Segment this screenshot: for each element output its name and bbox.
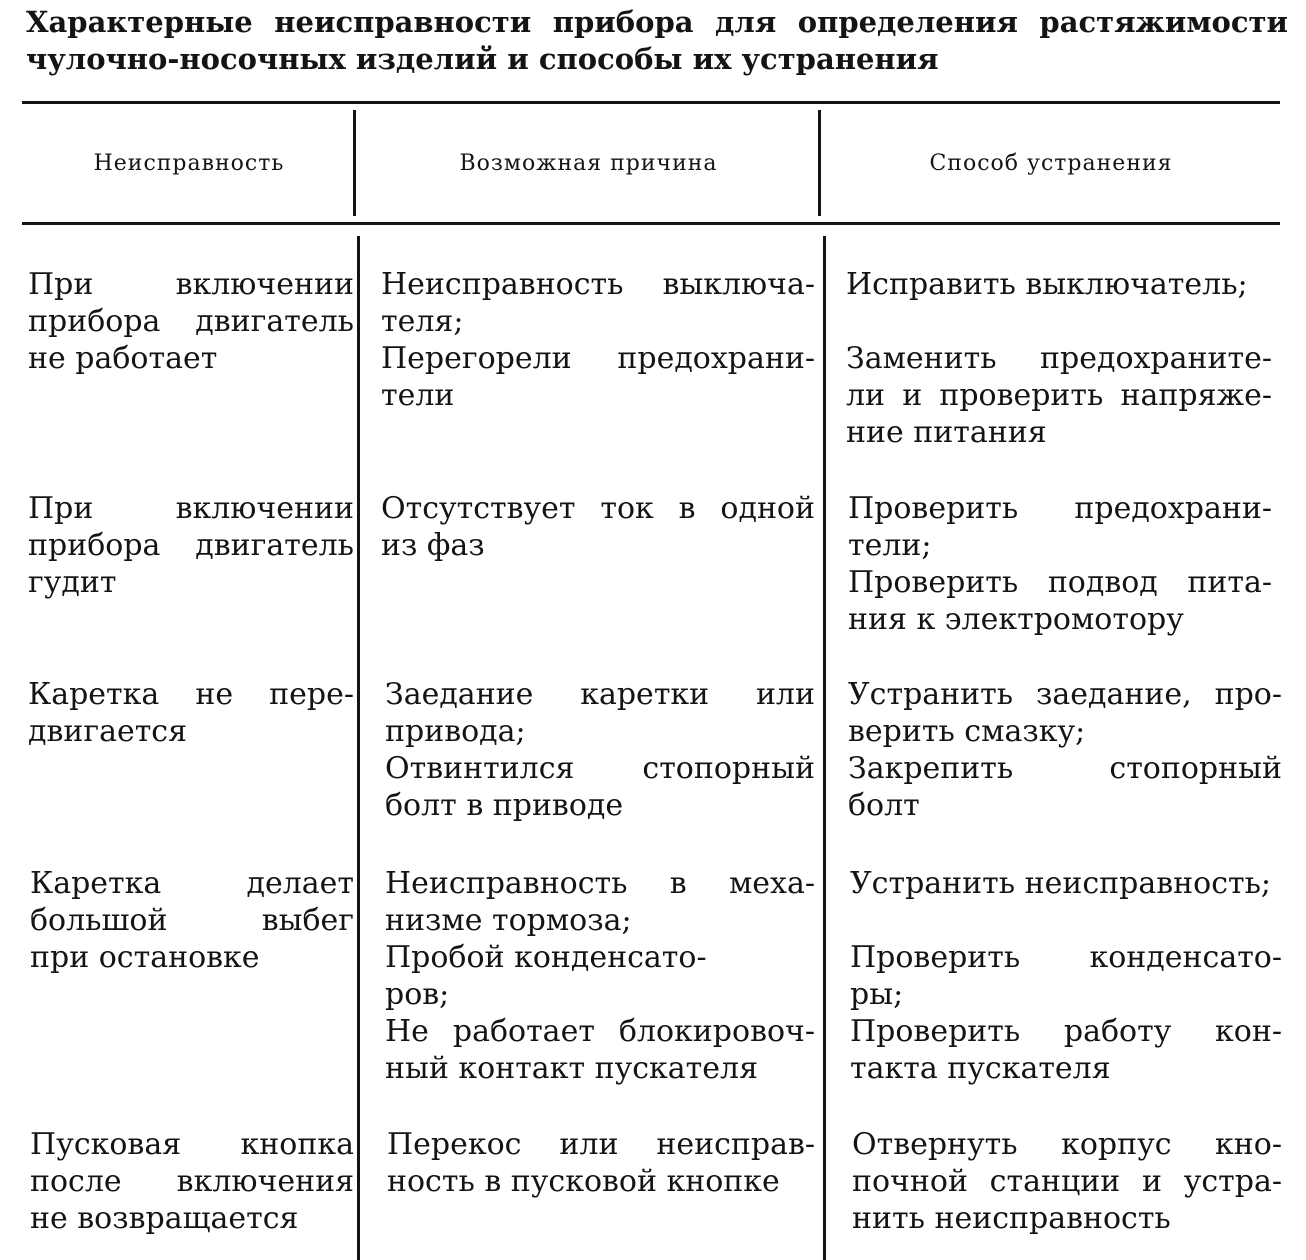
cause-line: Пробой конденсато- [385, 940, 707, 975]
fault-line: При включении [28, 491, 354, 526]
remedy-line: Устранить заедание, про- [848, 677, 1282, 712]
remedy-line: Проверить работу кон- [850, 1014, 1282, 1049]
table-row-3-fault [28, 676, 354, 750]
remedy-line: Проверить конденсато- [850, 940, 1282, 975]
remedy-spacer [846, 303, 1272, 340]
table-row-4-remedy [850, 865, 1282, 1087]
remedy-line: тели; [848, 528, 932, 563]
cause-line: ный контакт пускателя [385, 1051, 758, 1086]
fault-line: при остановке [30, 940, 260, 975]
cause-line: привода; [385, 714, 526, 749]
remedy-line: нить неисправность [852, 1201, 1171, 1236]
remedy-line: ли и проверить напряже- [846, 378, 1272, 413]
remedy-line: ры; [850, 977, 904, 1012]
remedy-line: Исправить выключатель; [846, 267, 1248, 302]
remedy-spacer [850, 902, 1282, 939]
fault-line: Пусковая кнопка [30, 1127, 354, 1162]
table-row-4-cause [385, 865, 815, 1087]
cause-line: Отсутствует ток в одной [381, 491, 815, 526]
remedy-line: Заменить предохраните- [846, 341, 1272, 376]
cause-line: Не работает блокировоч- [385, 1014, 815, 1049]
fault-line: после включения [30, 1164, 354, 1199]
table-row-1-remedy [846, 266, 1272, 451]
table-row-5-cause [387, 1126, 815, 1200]
cause-line: Перекос или неисправ- [387, 1127, 815, 1162]
column-header-fault: Неисправность [93, 150, 285, 176]
remedy-line: верить смазку; [848, 714, 1086, 749]
table-row-1-cause [381, 266, 815, 414]
remedy-line: ние питания [846, 415, 1047, 450]
title-line-2: чулочно-носочных изделий и способы их устранения [26, 42, 939, 76]
cause-line: Неисправность выключа- [381, 267, 815, 302]
table-row-4-fault [30, 865, 354, 976]
table-row-5-fault [30, 1126, 354, 1237]
cause-line: Неисправность в меха- [385, 866, 815, 901]
title-line-1: Характерные неисправности прибора для определения растяжимости [26, 5, 1288, 39]
cause-line: теля; [381, 304, 464, 339]
table-header-rule [22, 222, 1280, 225]
column-header-remedy: Способ устранения [929, 150, 1173, 176]
cause-line: Заедание каретки или [385, 677, 815, 712]
remedy-line: Проверить предохрани- [848, 491, 1272, 526]
table-row-1-fault [28, 266, 354, 377]
table-row-5-remedy [852, 1126, 1282, 1237]
table-row-2-fault [28, 490, 354, 601]
body-divider-1 [357, 236, 360, 1260]
cause-line: Отвинтился стопорный [385, 751, 815, 786]
remedy-line: Закрепить стопорный [848, 751, 1282, 786]
table-row-2-cause [381, 490, 815, 564]
fault-line: большой выбег [30, 903, 354, 938]
cause-line: Перегорели предохрани- [381, 341, 815, 376]
remedy-line: Устранить неисправность; [850, 866, 1272, 901]
cause-line: тели [381, 378, 455, 413]
cause-line: низме тормоза; [385, 903, 632, 938]
fault-line: двигается [28, 714, 188, 749]
fault-line: не возвращается [30, 1201, 299, 1236]
table-row-2-remedy [848, 490, 1272, 638]
cause-line: болт в приводе [385, 788, 624, 823]
cause-line: из фаз [381, 528, 485, 563]
fault-line: прибора двигатель [28, 528, 354, 563]
column-header-cause: Возможная причина [459, 150, 718, 176]
fault-line: гудит [28, 565, 117, 600]
cause-line: ность в пусковой кнопке [387, 1164, 780, 1199]
cause-line: ров; [385, 977, 450, 1012]
fault-line: прибора двигатель [28, 304, 354, 339]
fault-line: Каретка делает [30, 866, 354, 901]
table-row-3-remedy [848, 676, 1282, 824]
remedy-line: болт [848, 788, 920, 823]
fault-line: не работает [28, 341, 218, 376]
remedy-line: Проверить подвод пита- [848, 565, 1272, 600]
remedy-line: Отвернуть корпус кно- [852, 1127, 1282, 1162]
remedy-line: почной станции и устра- [852, 1164, 1282, 1199]
table-row-3-cause [385, 676, 815, 824]
fault-line: Каретка не пере- [28, 677, 354, 712]
document-title [26, 4, 1288, 78]
remedy-line: ния к электромотору [848, 602, 1184, 637]
body-divider-2 [823, 236, 826, 1260]
fault-line: При включении [28, 267, 354, 302]
remedy-line: такта пускателя [850, 1051, 1111, 1086]
